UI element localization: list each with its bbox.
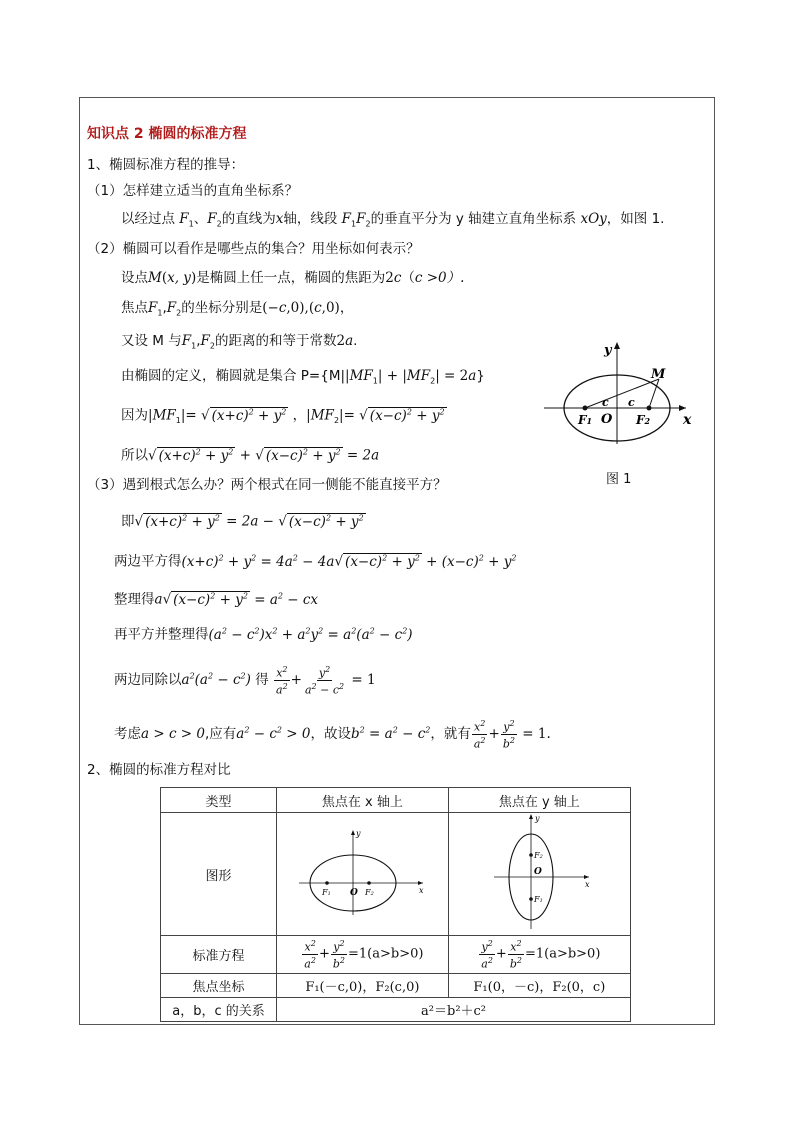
table-row-relation: [161, 998, 631, 1022]
question-3: （3）遇到根式怎么办？两个根式在同一侧能不能直接平方？: [87, 477, 447, 493]
label-y: y: [604, 343, 612, 358]
svg-text:y: y: [535, 814, 540, 823]
table-row-graph: [161, 813, 631, 936]
question-1: （1）怎样建立适当的直角坐标系？: [87, 183, 299, 199]
figure-1-caption: 图 1: [606, 472, 632, 487]
focus-f2: [647, 406, 652, 411]
svg-text:O: O: [350, 888, 359, 898]
label-c1: c: [602, 396, 609, 409]
x-axis-arrow: [679, 405, 686, 411]
svg-text:F2: F2: [534, 851, 544, 860]
segment-mf2: [649, 379, 659, 408]
line-so: 所以√ $(x+c)^2 + y^2$ + √ $(x-c)^2 + y^2 = 2a$: [121, 447, 380, 464]
ellipse-figure-1: [538, 336, 698, 446]
line-because: 因为$|MF_1|=$ √ $(x+c)^2 + y^2$ ，$|MF_2|=$ √ $(x-c)^2 + y^2$: [121, 407, 445, 426]
line-set-point: 设点M(x, y)是椭圆上任一点，椭圆的焦距为2c（c >0）.: [121, 270, 465, 286]
focus-f1: [583, 406, 588, 411]
table-row-foci: [161, 974, 631, 998]
label-x: x: [683, 412, 692, 428]
svg-text:F1: F1: [534, 895, 544, 904]
y-axis-arrow: [614, 342, 620, 349]
ellipse-x-focus-diagram: [297, 827, 427, 917]
table-eq-x: $\frac{x^2}{a^2}$ + $\frac{y^2}{b^2}$ =1(a>b>0): [277, 936, 449, 974]
line-foci: 焦点$F_1,F_2$的坐标分别是(−c,0),(c,0)，: [121, 300, 354, 318]
table-label-equation: 标准方程: [161, 936, 277, 974]
table-eq-y: $\frac{y^2}{a^2}$ + $\frac{x^2}{b^2}$ =1(a>b>0): [448, 936, 630, 974]
svg-text:x: x: [585, 880, 590, 889]
table-relation: a²＝b²＋c²: [277, 998, 631, 1022]
table-label-relation: a，b，c 的关系: [161, 998, 277, 1022]
label-o: O: [601, 412, 613, 427]
table-label-graph: 图形: [161, 813, 277, 936]
table-row-equation: [161, 936, 631, 974]
section-title: 知识点 2 椭圆的标准方程: [87, 126, 247, 142]
ellipse-y-focus-diagram: [484, 813, 594, 931]
table-header-row: [161, 788, 631, 813]
svg-text:F1: F1: [322, 888, 332, 897]
table-graph-x: [277, 813, 449, 936]
table-header-x-axis: 焦点在 x 轴上: [277, 788, 449, 813]
table-header-y-axis: 焦点在 y 轴上: [448, 788, 630, 813]
line-definition: 由椭圆的定义，椭圆就是集合 $P=\{M||MF_1| + |MF_2| = 2a\}$: [121, 368, 485, 386]
table-graph-y: [448, 813, 630, 936]
line-arrange: 整理得a√ $(x-c)^2 + y^2 = a^2$ − cx: [114, 591, 319, 608]
label-m: M: [651, 367, 666, 382]
line-resquare: 再平方并整理得$(a^2 - c^2)x^2 + a^2y^2 = a^2(a^2 - c^2)$: [114, 626, 413, 643]
segment-mf1: [585, 379, 659, 408]
heading-comparison: 2、椭圆的标准方程对比: [87, 762, 231, 778]
line-ji: 即√ $(x+c)^2 + y^2 = 2a$ − √ $(x-c)^2 + y^2$: [121, 513, 364, 530]
svg-text:O: O: [534, 867, 543, 877]
comparison-table: [160, 787, 631, 1022]
svg-text:F2: F2: [365, 888, 375, 897]
answer-1: 以经过点 $F_1$、$F_2$的直线为x轴，线段 $F_1F_2$的垂直平分为 y 轴建立直角坐标系 xOy，如图 1.: [121, 211, 665, 229]
line-divide: 两边同除以$a^2(a^2 - c^2)$ 得 $\frac{x^2}{a^2}$ + $\frac{y^2}{a^2 - c^2}$ = 1: [114, 665, 376, 697]
svg-text:x: x: [419, 886, 424, 895]
table-foci-x: F₁(－c,0)，F₂(c,0): [277, 974, 449, 998]
line-consider: 考虑a > c > 0,应有$a^2 - c^2 > 0$，故设$b^2 = a^2 - c^2$，就有 $\frac{x^2}{a^2}$ + $\frac{y^2}{b^2}$ = 1.: [114, 719, 551, 751]
table-label-foci: 焦点坐标: [161, 974, 277, 998]
label-c2: c: [628, 396, 635, 409]
table-foci-y: F₁(0，－c)，F₂(0，c): [448, 974, 630, 998]
table-header-type: 类型: [161, 788, 277, 813]
svg-text:y: y: [356, 829, 361, 838]
line-let: 又设 M 与$F_1,F_2$的距离的和等于常数2a.: [121, 333, 358, 351]
label-f2: F2: [636, 413, 651, 427]
label-f1: F1: [578, 413, 593, 427]
heading-derivation: 1、椭圆标准方程的推导：: [87, 157, 245, 173]
line-square: 两边平方得$(x+c)^2 + y^2 = 4a^2 - 4a√$ $(x-c)^2 + y^2 + (x-c)^2 + y^2$: [114, 553, 517, 570]
question-2: （2）椭圆可以看作是哪些点的集合？用坐标如何表示？: [87, 241, 420, 257]
